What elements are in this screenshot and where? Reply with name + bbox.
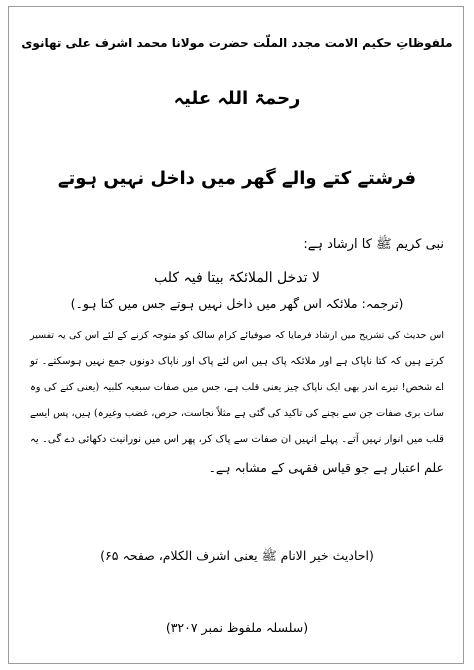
body-line: اے شخص! تیرے اندر بھی ایک ناپاک چیز یعنی قلب ہے، جس میں صفات سبعیہ کلبیہ (یعنی کتے کی وہ	[30, 382, 444, 393]
body-line: علم اعتبار ہے جو قیاس فقہی کے مشابہ ہے۔	[208, 460, 444, 475]
body-line: اس حدیث کی تشریح میں ارشاد فرمایا کہ صوفیائے کرام سالک کو متوجہ کرنے کے لئے اس کی یہ تفسیر	[30, 330, 444, 341]
source-reference: (احادیث خیر الانام ﷺ یعنی اشرف الکلام، صفحہ ۶۵)	[100, 548, 374, 563]
body-line: سات بری صفات جن سے بچنے کی تاکید کی گئی ہے مثلاً نجاست، حرص، غضب وغیرہ) ہیں، پس ایسے	[30, 408, 444, 419]
section-heading: فرشتے کتے والے گھر میں داخل نہیں ہوتے	[57, 168, 417, 189]
hadith-translation: (ترجمہ: ملائکہ اس گھر میں داخل نہیں ہوتے جس میں کتا ہو۔)	[70, 296, 404, 311]
body-line: کرتے ہیں کہ کتا ناپاک ہے اور ملائکہ پاک ہیں اس لئے پاک اور ناپاک دونوں جمع نہیں ہوسکتے۔ تو	[30, 356, 444, 367]
title-line-1: ملفوظاتِ حکیم الامت مجدد الملّت حضرت مولانا محمد اشرف علی تھانوی	[21, 36, 453, 50]
title-line-2: رحمۃ اللہ علیہ	[173, 88, 301, 109]
hadith-intro: نبی کریم ﷺ کا ارشاد ہے:	[303, 237, 444, 252]
series-number: (سلسلہ ملفوظ نمبر ۳۲۰۷)	[165, 620, 309, 635]
hadith-arabic-text: لا تدخل الملائکۃ بیتا فیہ کلب	[154, 270, 320, 286]
body-line: قلب میں انوار نہیں آتے۔ پہلے انہیں ان صفات سے پاک کر، پھر اس میں نورانیت دکھائی دے گی۔ یہ	[30, 434, 444, 445]
